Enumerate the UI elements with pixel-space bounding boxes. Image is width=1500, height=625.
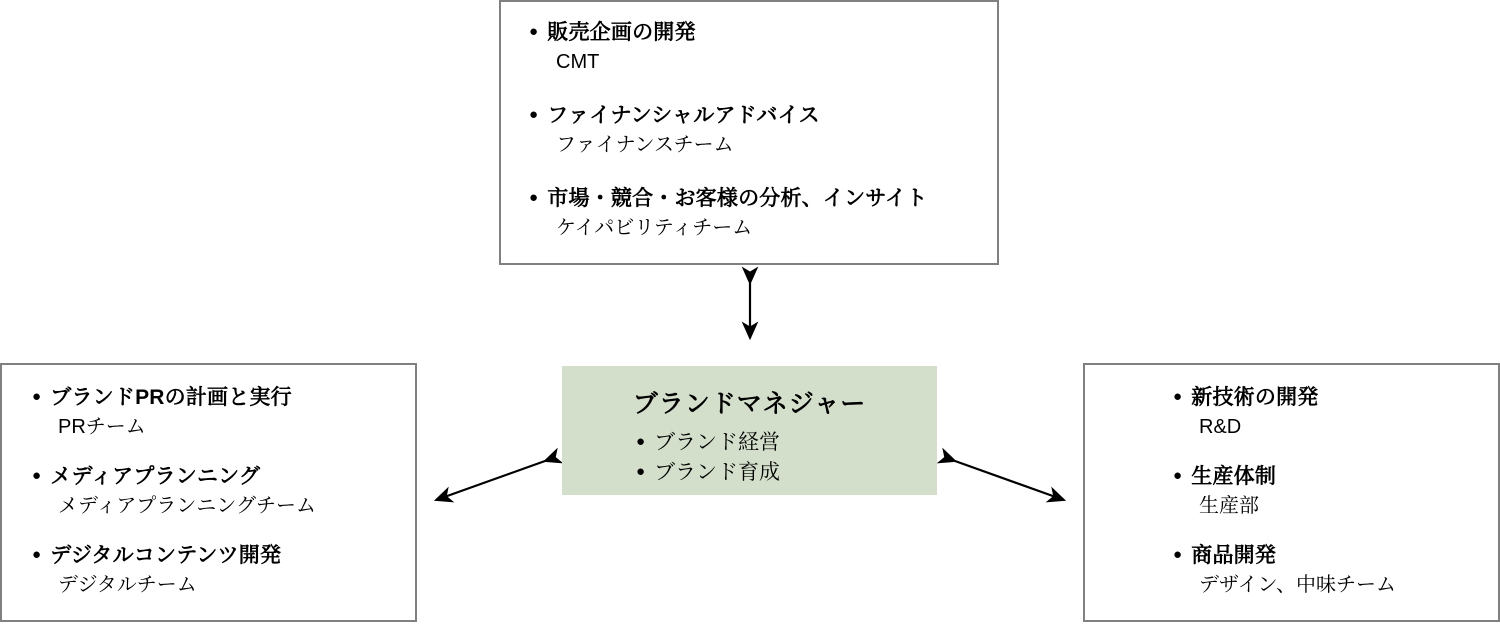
center-list (562, 428, 937, 488)
entry-subtitle: ファイナンスチーム (556, 133, 734, 156)
entry-title (1173, 543, 1498, 570)
bullet-icon: ● (529, 23, 539, 40)
entry-title (32, 464, 415, 491)
top-box-entry (529, 20, 997, 75)
entry-title-text: メディアプランニング (50, 464, 261, 488)
bullet-icon: ● (636, 433, 646, 450)
bullet-icon: ● (1173, 545, 1183, 563)
left-box-entry (32, 464, 415, 519)
right-box-entry (1085, 385, 1498, 440)
entry-subtitle: ケイパビリティチーム (556, 216, 753, 239)
entry-subtitle: メディアプランニングチーム (58, 494, 316, 517)
top-box (499, 0, 999, 265)
entry-title-text: 生産体制 (1191, 464, 1277, 488)
bullet-icon: ● (1173, 466, 1183, 484)
top-box-entry (529, 186, 997, 241)
entry-subtitle: デジタルチーム (58, 573, 197, 596)
entry-subtitle: CMT (556, 50, 600, 73)
bullet-icon: ● (32, 466, 42, 484)
center-list-item-label: ブランド経営 (654, 431, 781, 454)
entry-title-text: 市場・競合・お客様の分析、インサイト (547, 186, 928, 210)
entry-title-text: 販売企画の開発 (547, 21, 696, 44)
left-box-entry (32, 543, 415, 598)
center-list-item (636, 458, 937, 488)
entry-title (529, 186, 997, 213)
entry-subtitle: デザイン、中味チーム (1199, 573, 1396, 596)
bullet-icon: ● (529, 188, 539, 206)
entry-title (32, 543, 415, 570)
entry-title-text: デジタルコンテンツ開発 (50, 543, 282, 567)
center-box (562, 366, 937, 495)
bullet-icon: ● (1173, 388, 1183, 405)
entry-title-text: ファイナンシャルアドバイス (547, 103, 820, 127)
right-box-entry (1085, 464, 1498, 519)
entry-title (529, 20, 997, 47)
center-list-item (636, 428, 937, 458)
entry-title-text: 新技術の開発 (1191, 386, 1319, 409)
entry-subtitle: 生産部 (1199, 494, 1259, 517)
entry-title-text: ブランドPRの計画と実行 (50, 386, 292, 409)
right-box-entry (1085, 543, 1498, 598)
entry-title (1173, 385, 1498, 412)
entry-title (529, 103, 997, 130)
bullet-icon: ● (32, 388, 42, 405)
center-list-item-label: ブランド育成 (654, 460, 781, 484)
bullet-icon: ● (529, 105, 539, 123)
top-box-entry (529, 103, 997, 158)
entry-title (32, 385, 415, 412)
center-title: ブランドマネジャー (632, 390, 867, 418)
bullet-icon: ● (636, 462, 646, 480)
left-box (0, 363, 417, 622)
left-box-entry (32, 385, 415, 440)
entry-subtitle: PRチーム (58, 415, 146, 438)
right-box (1083, 363, 1500, 622)
entry-subtitle: R&D (1199, 415, 1242, 438)
bullet-icon: ● (32, 545, 42, 563)
entry-title-text: 商品開発 (1191, 543, 1277, 567)
entry-title (1173, 464, 1498, 491)
